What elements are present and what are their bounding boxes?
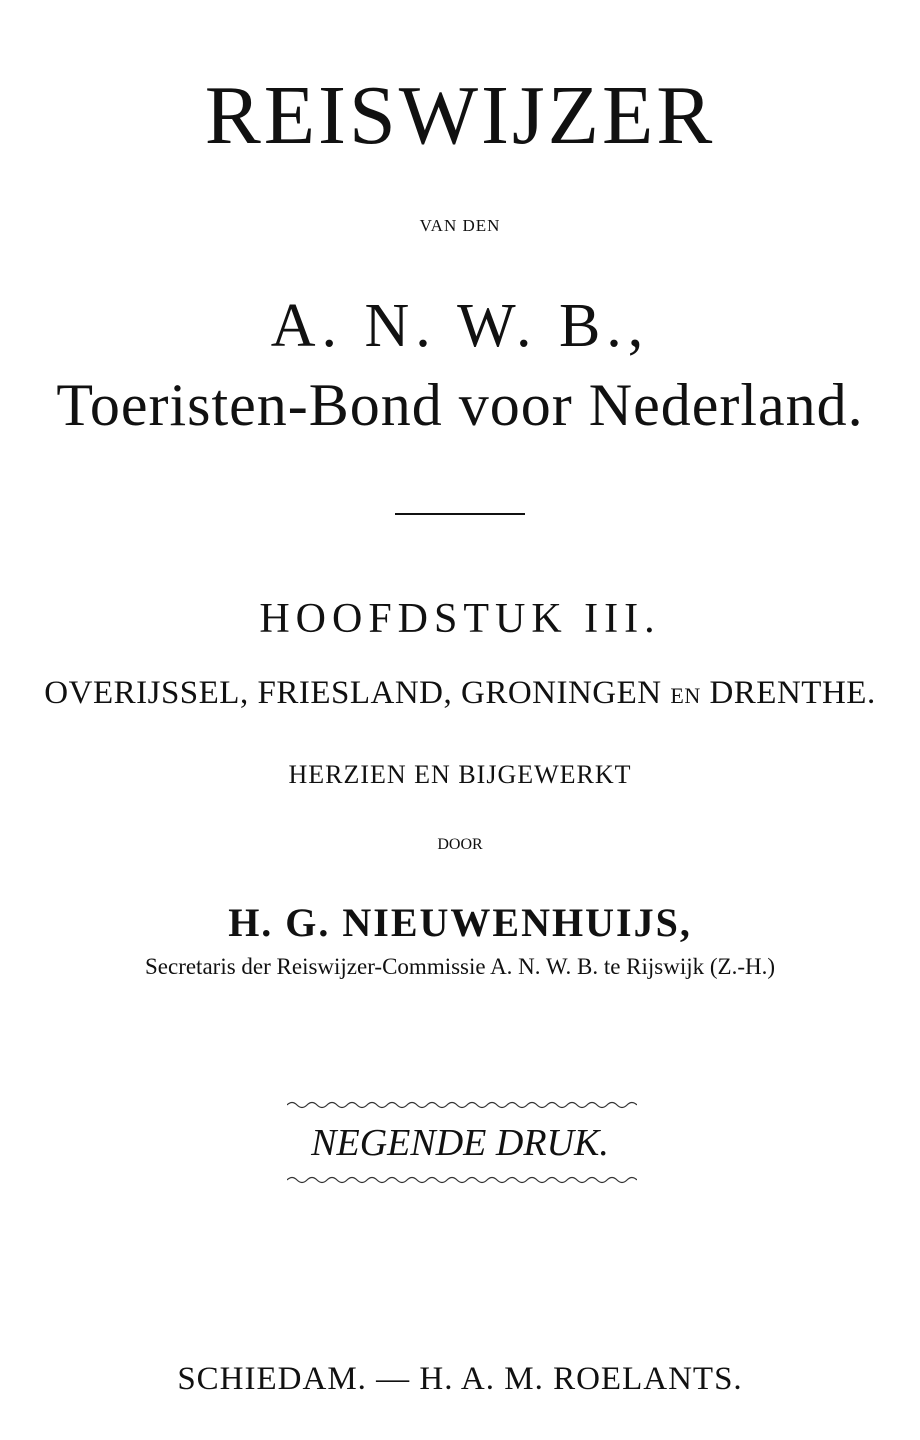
regions-conj: EN [670,683,701,708]
regions-line [0,677,920,710]
revised-line: HERZIEN EN BIJGEWERKT [288,760,632,789]
by-line: DOOR [437,836,483,853]
book-title: REISWIJZER [204,69,716,162]
chapter-heading: HOOFDSTUK III. [259,596,661,642]
edition: NEGENDE DRUK. [311,1122,609,1164]
org-name: Toeristen-Bond voor Nederland. [56,372,864,438]
author-name: H. G. NIEUWENHUIJS, [228,900,692,945]
author-role: Secretaris der Reiswijzer-Commissie A. N. W. B. te Rijswijk (Z.-H.) [144,954,776,979]
van-den: VAN DEN [419,216,501,235]
regions-part2: DRENTHE. [709,675,876,711]
org-abbrev: A. N. W. B., [270,292,650,360]
regions-part1: OVERIJSSEL, FRIESLAND, GRONINGEN [44,675,662,711]
wavy-rule-bottom [287,1175,637,1185]
publisher: SCHIEDAM. — H. A. M. ROELANTS. [177,1361,743,1397]
divider-rule [395,513,525,515]
wavy-rule-top [287,1100,637,1110]
